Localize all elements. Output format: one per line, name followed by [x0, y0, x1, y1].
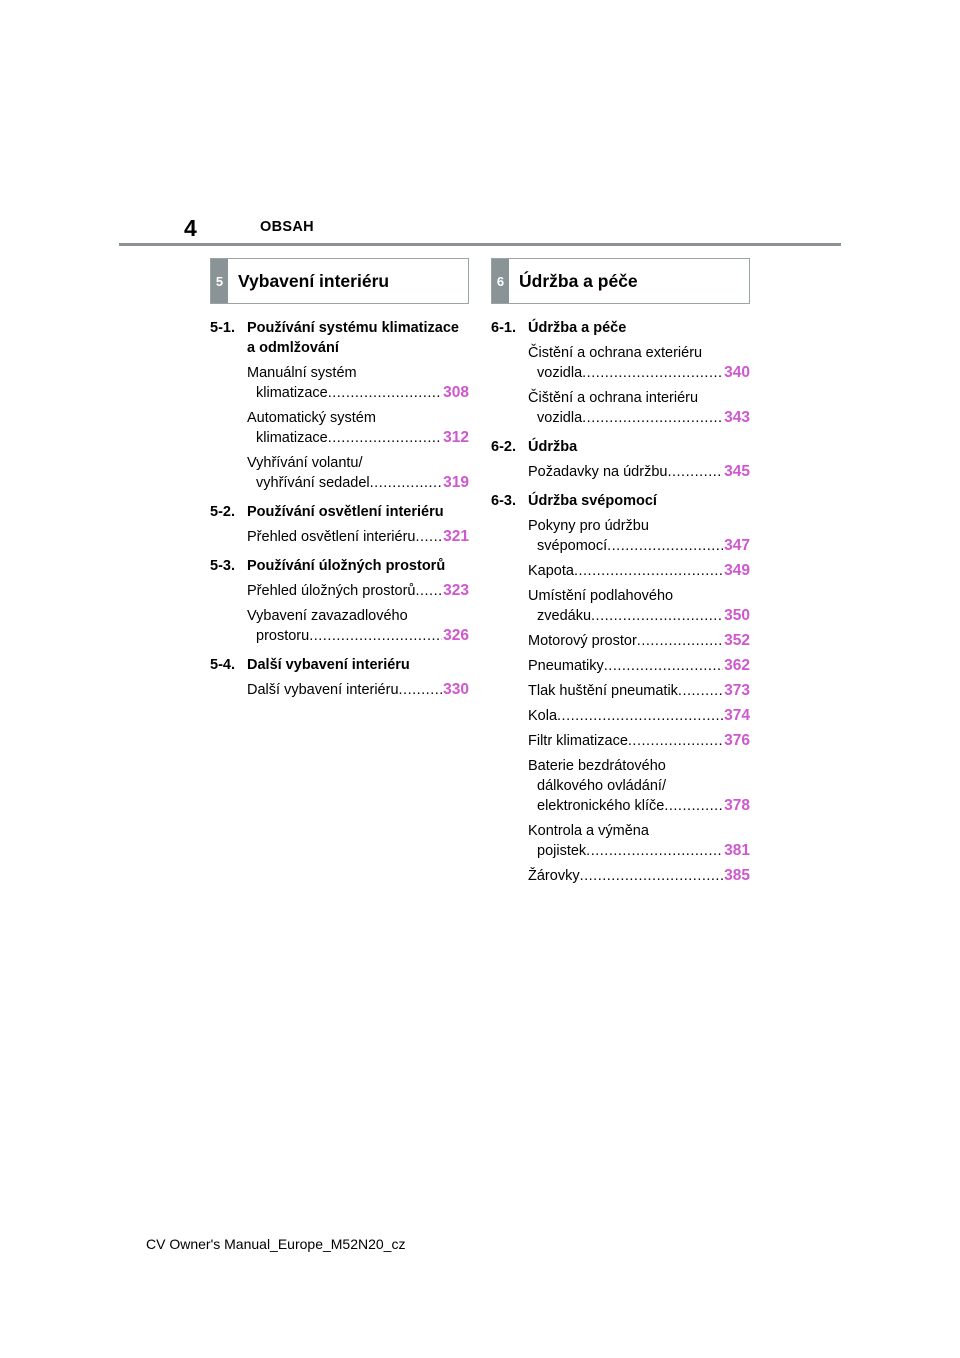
- toc-entry[interactable]: [528, 821, 750, 861]
- group-title: [247, 502, 469, 522]
- dot-leader: [415, 527, 442, 547]
- group-number: 5-2.: [210, 504, 235, 520]
- page-link[interactable]: 378: [724, 797, 750, 814]
- group-title-line: Používání úložných prostorů: [247, 558, 446, 574]
- entry-text-line: Tlak huštění pneumatik: [528, 683, 678, 699]
- page-link[interactable]: 381: [724, 842, 750, 859]
- group-heading: [210, 318, 469, 358]
- entry-text-line: Pokyny pro údržbu: [528, 518, 649, 534]
- entry-last-line: [247, 680, 469, 700]
- entry-last-line: [528, 731, 750, 751]
- entry-text-line: Kontrola a výměna: [528, 823, 649, 839]
- group-heading: [491, 318, 750, 338]
- group-heading: [491, 491, 750, 511]
- group-number: 5-1.: [210, 320, 235, 336]
- entry-text-line: Automatický systém: [247, 410, 376, 426]
- entry-text-line: klimatizace: [256, 430, 328, 446]
- entry-text-line: vozidla: [537, 410, 583, 426]
- toc-entry[interactable]: [528, 756, 750, 816]
- entry-last-line: [528, 796, 750, 816]
- page-link[interactable]: 330: [443, 681, 469, 698]
- entry-text-line: Přehled úložných prostorů: [247, 583, 416, 599]
- toc-entry[interactable]: [528, 561, 750, 581]
- toc-entry[interactable]: [528, 631, 750, 651]
- group-title-line: Údržba a péče: [528, 320, 627, 336]
- dot-leader: [582, 408, 723, 428]
- toc-entry[interactable]: [528, 706, 750, 726]
- group-number: 6-3.: [491, 493, 516, 509]
- section-number-tab: 6: [492, 259, 509, 303]
- toc-entry[interactable]: [247, 680, 469, 700]
- toc-entry[interactable]: [528, 343, 750, 383]
- entry-text-line: Kola: [528, 708, 558, 724]
- page-link[interactable]: 362: [724, 657, 750, 674]
- dot-leader: [678, 681, 723, 701]
- page-link[interactable]: 345: [724, 463, 750, 480]
- entry-last-line: [247, 428, 469, 448]
- dot-leader: [582, 363, 723, 383]
- toc-column-left: [210, 258, 469, 700]
- toc-group: [210, 556, 469, 646]
- toc-entry[interactable]: [247, 606, 469, 646]
- entry-text-line: Kapota: [528, 563, 574, 579]
- dot-leader: [328, 428, 442, 448]
- dot-leader: [586, 841, 723, 861]
- toc-entry[interactable]: [247, 581, 469, 601]
- dot-leader: [628, 731, 723, 751]
- group-title: [247, 318, 469, 358]
- entry-last-line: [528, 841, 750, 861]
- entry-last-line: [247, 527, 469, 547]
- dot-leader: [667, 462, 723, 482]
- group-title-line: a odmlžování: [247, 340, 339, 356]
- entry-last-line: [528, 462, 750, 482]
- group-number: 5-3.: [210, 558, 235, 574]
- group-heading: [210, 502, 469, 522]
- dot-leader: [604, 656, 723, 676]
- group-title-line: Údržba svépomocí: [528, 493, 657, 509]
- page-link[interactable]: 312: [443, 429, 469, 446]
- page-link[interactable]: 349: [724, 562, 750, 579]
- entry-text-line: zvedáku: [537, 608, 592, 624]
- entry-last-line: [528, 408, 750, 428]
- dot-leader: [574, 561, 723, 581]
- toc-entry[interactable]: [528, 656, 750, 676]
- group-title-line: Používání systému klimatizace: [247, 320, 459, 336]
- entry-text-line: dálkového ovládání/: [537, 778, 666, 794]
- group-title: [528, 437, 750, 457]
- toc-group: [491, 491, 750, 886]
- header-rule: [119, 243, 841, 246]
- toc-group: [491, 318, 750, 428]
- toc-entry[interactable]: [528, 516, 750, 556]
- page-link[interactable]: 385: [724, 867, 750, 884]
- page-link[interactable]: 352: [724, 632, 750, 649]
- toc-entry[interactable]: [528, 681, 750, 701]
- entry-last-line: [528, 866, 750, 886]
- section-title: Vybavení interiéru: [238, 270, 390, 291]
- dot-leader: [415, 581, 442, 601]
- group-title-line: Používání osvětlení interiéru: [247, 504, 444, 520]
- entry-text-line: Pneumatiky: [528, 658, 604, 674]
- page-link[interactable]: 321: [443, 528, 469, 545]
- entry-last-line: [247, 581, 469, 601]
- entry-last-line: [528, 706, 750, 726]
- entry-text-line: Čistění a ochrana exteriéru: [528, 345, 703, 361]
- entry-last-line: [247, 626, 469, 646]
- toc-entry[interactable]: [247, 453, 469, 493]
- page-link[interactable]: 326: [443, 627, 469, 644]
- toc-entry[interactable]: [247, 408, 469, 448]
- page-number: 4: [184, 215, 197, 241]
- entry-text-line: Manuální systém: [247, 365, 357, 381]
- group-title: [247, 556, 469, 576]
- page-link[interactable]: 319: [443, 474, 469, 491]
- dot-leader: [309, 626, 442, 646]
- group-number: 6-1.: [491, 320, 516, 336]
- group-heading: [491, 437, 750, 457]
- section-number-tab: 5: [211, 259, 228, 303]
- toc-entry[interactable]: [528, 462, 750, 482]
- dot-leader: [557, 706, 723, 726]
- toc-group: [210, 318, 469, 493]
- dot-leader: [328, 383, 442, 403]
- page-link[interactable]: 373: [724, 682, 750, 699]
- dot-leader: [664, 796, 723, 816]
- entry-text-line: Motorový prostor: [528, 633, 637, 649]
- entry-text-line: vozidla: [537, 365, 583, 381]
- entry-text-line: Další vybavení interiéru: [247, 682, 399, 698]
- entry-last-line: [528, 631, 750, 651]
- entry-last-line: [528, 656, 750, 676]
- toc-entry[interactable]: [247, 527, 469, 547]
- entry-text-line: Přehled osvětlení interiéru: [247, 529, 416, 545]
- entry-text-line: Umístění podlahového: [528, 588, 674, 604]
- entry-text-line: prostoru: [256, 628, 310, 644]
- entry-last-line: [247, 383, 469, 403]
- section-header: [210, 258, 469, 304]
- group-number: 6-2.: [491, 439, 516, 455]
- group-title: [528, 318, 750, 338]
- dot-leader: [370, 473, 442, 493]
- entry-text-line: elektronického klíče: [537, 798, 665, 814]
- entry-text-line: Žárovky: [528, 868, 580, 884]
- page-link[interactable]: 374: [724, 707, 750, 724]
- section-header: [491, 258, 750, 304]
- page-link[interactable]: 347: [724, 537, 750, 554]
- group-title: [528, 491, 750, 511]
- entry-text-line: Požadavky na údržbu: [528, 464, 668, 480]
- page-link[interactable]: 343: [724, 409, 750, 426]
- toc-group: [491, 437, 750, 482]
- entry-text-line: pojistek: [537, 843, 587, 859]
- dot-leader: [607, 536, 723, 556]
- toc-column-right: [491, 258, 750, 886]
- toc-entry[interactable]: [528, 731, 750, 751]
- toc-group: [210, 502, 469, 547]
- entry-text-line: Baterie bezdrátového: [528, 758, 666, 774]
- group-title-line: Údržba: [528, 439, 578, 455]
- entry-text-line: Vybavení zavazadlového: [247, 608, 408, 624]
- entry-text-line: Čištění a ochrana interiéru: [528, 390, 699, 406]
- page-link[interactable]: 350: [724, 607, 750, 624]
- entry-text-line: svépomocí: [537, 538, 608, 554]
- page-link[interactable]: 376: [724, 732, 750, 749]
- entry-text-line: Vyhřívání volantu/: [247, 455, 363, 471]
- page-footer: CV Owner's Manual_Europe_M52N20_cz: [146, 1236, 406, 1252]
- group-heading: [210, 655, 469, 675]
- page-link[interactable]: 308: [443, 384, 469, 401]
- dot-leader: [637, 631, 723, 651]
- toc-entry[interactable]: [528, 866, 750, 886]
- entry-text-line: klimatizace: [256, 385, 328, 401]
- group-title-line: Další vybavení interiéru: [247, 657, 410, 673]
- dot-leader: [580, 866, 724, 886]
- page-link[interactable]: 323: [443, 582, 469, 599]
- entry-last-line: [528, 536, 750, 556]
- entry-last-line: [528, 606, 750, 626]
- entry-last-line: [247, 473, 469, 493]
- group-heading: [210, 556, 469, 576]
- entry-text-line: vyhřívání sedadel: [256, 475, 370, 491]
- entry-text-line: Filtr klimatizace: [528, 733, 628, 749]
- toc-entry[interactable]: [528, 586, 750, 626]
- dot-leader: [591, 606, 723, 626]
- section-title: Údržba a péče: [519, 270, 638, 291]
- page-link[interactable]: 340: [724, 364, 750, 381]
- group-number: 5-4.: [210, 657, 235, 673]
- page-header-title: OBSAH: [260, 219, 314, 235]
- group-title: [247, 655, 469, 675]
- entry-last-line: [528, 561, 750, 581]
- toc-entry[interactable]: [247, 363, 469, 403]
- entry-last-line: [528, 681, 750, 701]
- toc-entry[interactable]: [528, 388, 750, 428]
- entry-last-line: [528, 363, 750, 383]
- dot-leader: [399, 680, 443, 700]
- toc-group: [210, 655, 469, 700]
